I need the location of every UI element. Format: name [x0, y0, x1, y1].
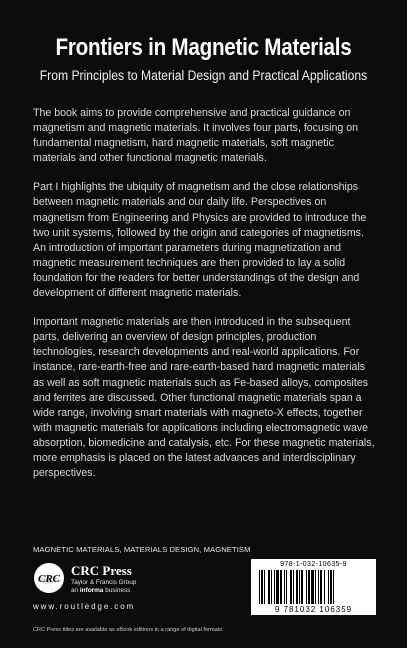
book-subtitle: From Principles to Material Design and Practical Applications — [39, 68, 368, 83]
crc-globe-logo-icon — [33, 562, 65, 594]
crc-logo-text: CRC — [37, 573, 61, 585]
book-title: Frontiers in Magnetic Materials — [55, 34, 352, 61]
blurb-paragraph-3: Important magnetic materials are then introduced in the subsequent parts, delivering an overview of design principles, production technologies, research developments and real-world applications. For instance, rare-earth-free and rare-earth-based hard magnetic materials as well as soft magnetic materials such as Fe-based alloys, composites and ferrites are discussed. Other functional magnetic materials span a wide range, involving smart materials with magneto-X effects, together with magnetic materials for applications including electromagnetic wave absorption, biomedicine and catalysis, etc. For these magnetic materials, more emphasis is placed on the latest advances and interdisciplinary perspectives. — [33, 316, 375, 480]
blurb-paragraph-1: The book aims to provide comprehensive and practical guidance on magnetism and magnetic materials. It involves four parts, focusing on fundamental magnetism, hard magnetic materials, soft magnetic materials and other functional magnetic materials. — [33, 107, 359, 165]
blurb-paragraph-2: Part I highlights the ubiquity of magnetism and the close relationships between magnetic materials and our daily life. Perspectives on magnetism from Engineering and Physics are provided to introduce the two unit systems, followed by the origin and categories of magnetisms. An introduction of important parameters during magnetization and magnetic measurement techniques are then provided to lay a solid foundation for the readers for better understandings of the design and development of different magnetic materials. — [33, 181, 367, 300]
publisher-name: CRC Press — [71, 563, 132, 578]
barcode-icon — [259, 570, 368, 604]
isbn-top-text: 978-1-032-10635-9 — [280, 561, 347, 568]
isbn-bottom-text: 9 781032 106359 — [274, 605, 353, 614]
isbn-barcode — [251, 559, 376, 615]
informa-prefix: an — [71, 587, 80, 594]
informa-suffix: business — [103, 587, 131, 594]
back-cover-blurb — [33, 106, 375, 495]
ebook-footer-note: CRC Press titles are available as eBook editions in a range of digital formats — [33, 627, 223, 633]
subject-keywords: MAGNETIC MATERIALS, MATERIALS DESIGN, MAGNETISM — [33, 545, 251, 554]
informa-brand: informa — [79, 587, 104, 594]
publisher-informa — [71, 587, 130, 594]
publisher-block — [33, 562, 233, 612]
publisher-website: www.routledge.com — [33, 602, 136, 611]
publisher-group: Taylor & Francis Group — [71, 579, 137, 586]
